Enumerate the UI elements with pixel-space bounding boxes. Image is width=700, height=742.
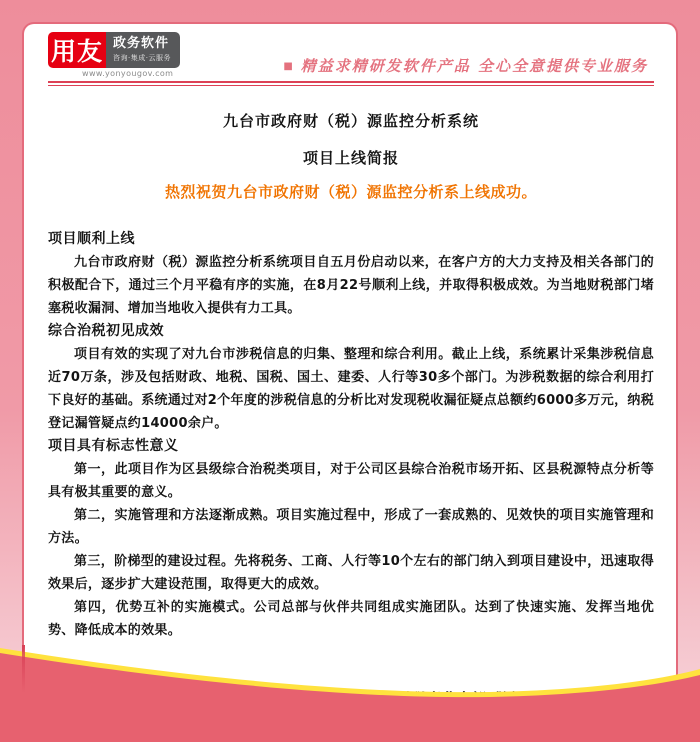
header-divider (48, 81, 654, 86)
page-card (22, 22, 678, 742)
document-title: 九台市政府财（税）源监控分析系统 (222, 112, 479, 130)
brand-header (48, 32, 654, 78)
section-paragraph: 第二，实施管理和方法逐渐成熟。项目实施过程中，形成了一套成熟的、见效快的项目实施管理和方法。 (48, 508, 654, 546)
document-subtitle: 项目上线简报 (302, 149, 399, 167)
section-heading: 综合治税初见成效 (48, 323, 164, 339)
congratulation-banner: 热烈祝贺九台市政府财（税）源监控分析系上线成功。 (164, 183, 537, 201)
website-url: www.yonyougov.com (82, 69, 174, 78)
section-heading: 项目顺利上线 (48, 231, 135, 247)
yonyou-logo-mark: 用友 (48, 32, 106, 68)
logo-division-box (106, 32, 180, 68)
section-paragraph: 第一，此项目作为区县级综合治税类项目，对于公司区县综合治税市场开拓、区县税源特点分析等具有极其重要的意义。 (48, 462, 654, 500)
section-heading: 项目具有标志性意义 (48, 438, 179, 454)
sections (48, 228, 654, 642)
logo-division-label: 政务软件 (113, 36, 170, 51)
company-slogan (283, 55, 648, 76)
section-paragraph: 九台市政府财（税）源监控分析系统项目自五月份启动以来，在客户方的大力支持及相关各部门的积极配合下，通过三个月平稳有序的实施，在8月22号顺利上线，并取得积极成效。为当地财税部门堵塞税收漏洞、增加当地收入提供有力工具。 (48, 255, 654, 316)
page-content (24, 24, 676, 738)
slogan-bullet-icon: ■ (283, 61, 295, 72)
section-paragraph: 第三，阶梯型的建设过程。先将税务、工商、人行等10个左右的部门纳入到项目建设中，迅速取得效果后，逐步扩大建设范围，取得更大的成效。 (48, 554, 654, 592)
section-paragraph: 第四，优势互补的实施模式。公司总部与伙伴共同组成实施团队。达到了快速实施、发挥当地优势、降低成本的效果。 (48, 600, 654, 638)
bottom-wave-decoration (0, 642, 700, 742)
card-border-remnant (22, 645, 25, 693)
section-paragraph: 项目有效的实现了对九台市涉税信息的归集、整理和综合利用。截止上线，系统累计采集涉税信息近70万条，涉及包括财政、地税、国税、国土、建委、人行等30多个部门。为涉税数据的综合利用打下良好的基础。系统通过对2个年度的涉税信息的分析比对发现税收漏征疑点总额约6000多万元，纳税登记漏管疑点约14000余户。 (48, 347, 654, 431)
slogan-text: 精益求精研发软件产品 全心全意提供专业服务 (300, 57, 648, 75)
logo-row (48, 32, 180, 68)
logo-tagline: 咨询·集成·云服务 (113, 54, 171, 62)
